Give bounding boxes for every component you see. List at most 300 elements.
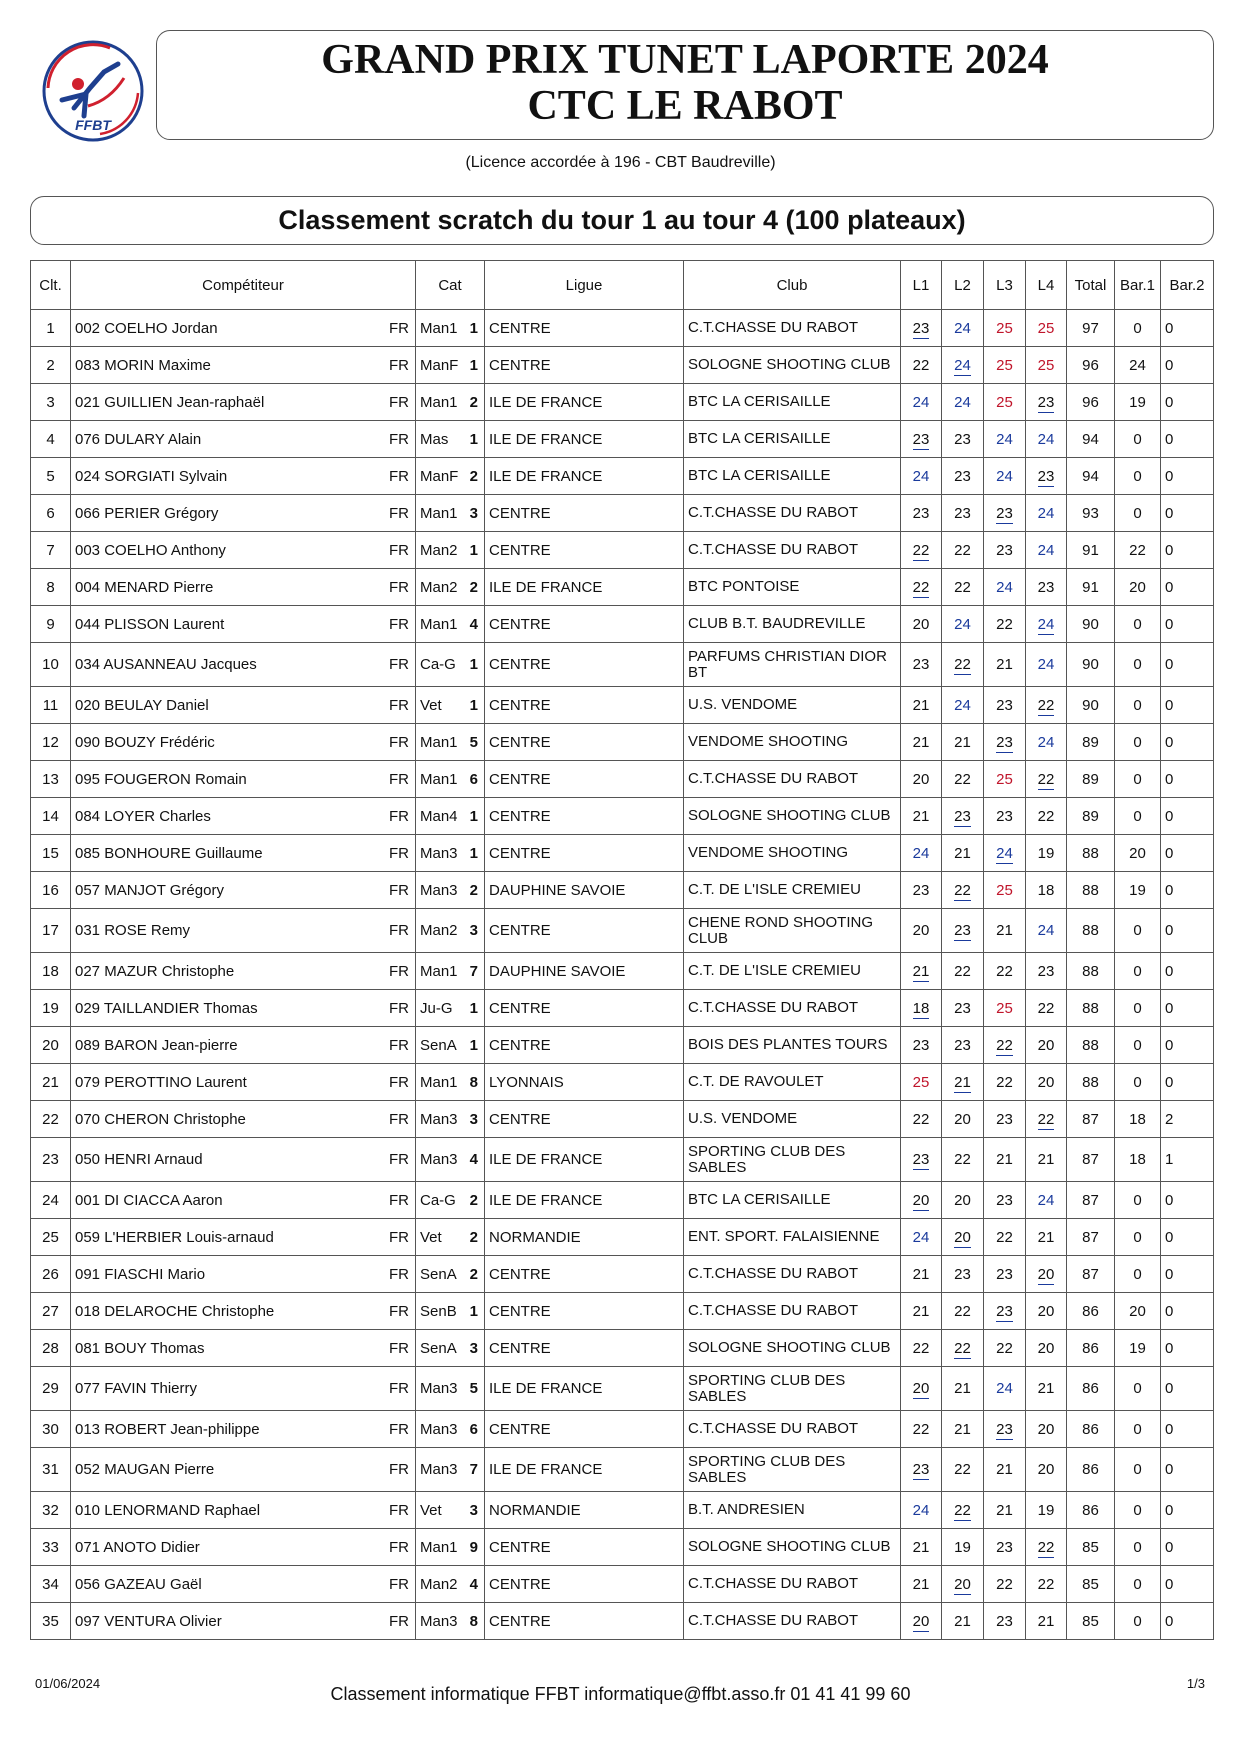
nationality: FR [389,393,409,411]
table-row [31,798,1214,835]
club-cell: ENT. SPORT. FALAISIENNE [684,1219,901,1256]
barrage2-cell: 0 [1161,909,1214,953]
competitor-cell [71,569,416,606]
barrage2-cell: 0 [1161,761,1214,798]
competitor-name: 003 COELHO Anthony [75,541,226,559]
ranking-subtitle: Classement scratch du tour 1 au tour 4 (100 plateaux) [30,196,1214,245]
category-cell [416,643,485,687]
score-value: 22 [1037,807,1055,825]
rank-cell: 14 [31,798,71,835]
club-cell: BTC LA CERISAILLE [684,1182,901,1219]
score-value: 21 [954,1420,971,1438]
competitor-name: 013 ROBERT Jean-philippe [75,1420,260,1438]
barrage2-cell: 2 [1161,1101,1214,1138]
category-cell [416,953,485,990]
competitor-name: 076 DULARY Alain [75,430,202,448]
score-value: 22 [996,1339,1013,1357]
league-cell: CENTRE [485,1566,684,1603]
club-cell: SPORTING CLUB DES SABLES [684,1138,901,1182]
nationality: FR [389,696,409,714]
score-value: 23 [1037,962,1055,980]
competitor-name: 052 MAUGAN Pierre [75,1461,215,1478]
nationality: FR [389,1501,409,1519]
category-cell [416,458,485,495]
table-row [31,1603,1214,1640]
category-name: Man2 [420,922,458,939]
score-value: 21 [912,807,930,825]
score-l3 [984,347,1026,384]
score-l3 [984,990,1026,1027]
score-l1 [901,724,942,761]
club-cell: C.T. DE RAVOULET [684,1064,901,1101]
league-cell: CENTRE [485,761,684,798]
rank-cell: 4 [31,421,71,458]
category-rank: 3 [469,1339,478,1357]
score-value: 21 [1037,1612,1055,1630]
score-value: 23 [996,1265,1013,1283]
rank-cell: 7 [31,532,71,569]
category-rank: 3 [469,504,478,522]
league-cell: CENTRE [485,1330,684,1367]
club-cell: C.T.CHASSE DU RABOT [684,1256,901,1293]
score-value: 22 [996,1036,1013,1054]
club-cell: SOLOGNE SHOOTING CLUB [684,798,901,835]
competitor-cell [71,495,416,532]
score-l3 [984,1027,1026,1064]
nationality: FR [389,1575,409,1593]
nationality: FR [389,615,409,633]
category-cell [416,1529,485,1566]
table-row [31,495,1214,532]
barrage1-cell: 0 [1115,1529,1161,1566]
table-row [31,1448,1214,1492]
nationality: FR [389,656,409,673]
category-cell [416,1411,485,1448]
barrage2-cell: 0 [1161,458,1214,495]
score-value: 20 [1037,1265,1055,1283]
total-cell: 87 [1067,1138,1115,1182]
score-l1 [901,1529,942,1566]
nationality: FR [389,1191,409,1209]
score-value: 23 [954,1036,971,1054]
barrage1-cell: 0 [1115,1566,1161,1603]
total-cell: 86 [1067,1448,1115,1492]
total-cell: 85 [1067,1529,1115,1566]
score-l3 [984,643,1026,687]
league-cell: CENTRE [485,532,684,569]
score-l1 [901,990,942,1027]
score-value: 21 [996,656,1013,673]
score-l2 [942,347,984,384]
competitor-name: 059 L'HERBIER Louis-arnaud [75,1228,274,1246]
competitor-cell [71,310,416,347]
total-cell: 87 [1067,1219,1115,1256]
league-cell: ILE DE FRANCE [485,1138,684,1182]
table-row [31,1293,1214,1330]
rank-cell: 23 [31,1138,71,1182]
table-row [31,1330,1214,1367]
score-l4 [1026,384,1067,421]
total-cell: 89 [1067,761,1115,798]
score-value: 23 [912,1461,930,1478]
category-name: Man3 [420,1461,458,1478]
club-cell: C.T. DE L'ISLE CREMIEU [684,872,901,909]
score-value: 21 [954,1380,971,1397]
score-l3 [984,872,1026,909]
table-row [31,347,1214,384]
barrage2-cell: 0 [1161,1293,1214,1330]
competitor-cell [71,835,416,872]
score-l4 [1026,1101,1067,1138]
rank-cell: 11 [31,687,71,724]
score-l3 [984,1101,1026,1138]
col-header-l1: L1 [901,261,942,310]
nationality: FR [389,1151,409,1168]
league-cell: CENTRE [485,798,684,835]
category-rank: 4 [469,1151,478,1168]
category-rank: 2 [469,578,478,596]
score-value: 24 [912,467,930,485]
rank-cell: 16 [31,872,71,909]
score-l3 [984,1219,1026,1256]
category-rank: 8 [469,1073,478,1091]
results-table [30,260,1214,1640]
club-cell: C.T.CHASSE DU RABOT [684,990,901,1027]
league-cell: CENTRE [485,990,684,1027]
score-l2 [942,953,984,990]
score-value: 21 [912,1575,930,1593]
score-value: 20 [912,1380,930,1397]
nationality: FR [389,881,409,899]
score-value: 22 [954,1151,971,1168]
score-l2 [942,1566,984,1603]
league-cell: DAUPHINE SAVOIE [485,953,684,990]
category-name: Man2 [420,578,458,596]
barrage1-cell: 0 [1115,724,1161,761]
score-value: 23 [996,1110,1013,1128]
category-rank: 2 [469,1191,478,1209]
nationality: FR [389,1302,409,1320]
page-number: 1/3 [1186,1676,1205,1691]
table-row [31,1182,1214,1219]
total-cell: 90 [1067,687,1115,724]
club-cell: U.S. VENDOME [684,1101,901,1138]
nationality: FR [389,1339,409,1357]
score-value: 23 [954,467,971,485]
score-l4 [1026,1492,1067,1529]
club-cell: U.S. VENDOME [684,687,901,724]
score-value: 24 [912,1228,930,1246]
total-cell: 88 [1067,1064,1115,1101]
score-value: 25 [996,770,1013,788]
nationality: FR [389,962,409,980]
competitor-name: 018 DELAROCHE Christophe [75,1302,275,1320]
score-l2 [942,909,984,953]
results-body [31,310,1214,1640]
score-l3 [984,384,1026,421]
score-value: 21 [912,1302,930,1320]
score-l4 [1026,835,1067,872]
score-value: 22 [954,1302,971,1320]
col-header-total: Total [1067,261,1115,310]
total-cell: 88 [1067,835,1115,872]
category-cell [416,1492,485,1529]
score-value: 23 [1037,393,1055,411]
score-l1 [901,569,942,606]
category-rank: 7 [469,1461,478,1478]
total-cell: 87 [1067,1256,1115,1293]
barrage1-cell: 20 [1115,835,1161,872]
score-l3 [984,761,1026,798]
table-row [31,1367,1214,1411]
category-name: Vet [420,1228,442,1246]
score-value: 24 [1037,430,1055,448]
score-l2 [942,724,984,761]
competitor-cell [71,1566,416,1603]
score-l1 [901,1448,942,1492]
nationality: FR [389,733,409,751]
category-rank: 2 [469,1228,478,1246]
category-rank: 5 [469,733,478,751]
barrage1-cell: 0 [1115,1367,1161,1411]
col-header-competitor: Compétiteur [71,261,416,310]
col-header-league: Ligue [485,261,684,310]
category-name: Man3 [420,1420,458,1438]
barrage2-cell: 0 [1161,532,1214,569]
score-value: 23 [996,1302,1013,1320]
league-cell: CENTRE [485,1027,684,1064]
barrage2-cell: 1 [1161,1138,1214,1182]
league-cell: ILE DE FRANCE [485,458,684,495]
league-cell: CENTRE [485,1256,684,1293]
score-value: 23 [912,504,930,522]
league-cell: CENTRE [485,495,684,532]
score-l2 [942,1411,984,1448]
category-cell [416,532,485,569]
category-rank: 2 [469,467,478,485]
nationality: FR [389,1228,409,1246]
competitor-cell [71,347,416,384]
score-value: 23 [912,1036,930,1054]
rank-cell: 3 [31,384,71,421]
total-cell: 88 [1067,872,1115,909]
competitor-cell [71,1492,416,1529]
nationality: FR [389,356,409,374]
score-value: 21 [954,733,971,751]
category-cell [416,495,485,532]
category-name: SenA [420,1339,457,1357]
league-cell: ILE DE FRANCE [485,1367,684,1411]
category-name: SenA [420,1265,457,1283]
competitor-name: 091 FIASCHI Mario [75,1265,206,1283]
nationality: FR [389,504,409,522]
category-rank: 3 [469,922,478,939]
league-cell: CENTRE [485,687,684,724]
barrage1-cell: 0 [1115,1448,1161,1492]
barrage1-cell: 0 [1115,1603,1161,1640]
score-l4 [1026,1529,1067,1566]
nationality: FR [389,1461,409,1478]
score-value: 22 [912,578,930,596]
nationality: FR [389,922,409,939]
score-value: 25 [996,999,1013,1017]
score-value: 24 [996,467,1013,485]
score-l2 [942,1492,984,1529]
competitor-cell [71,1256,416,1293]
score-value: 24 [954,319,971,337]
table-row [31,1027,1214,1064]
score-value: 21 [996,922,1013,939]
barrage2-cell: 0 [1161,421,1214,458]
competitor-name: 090 BOUZY Frédéric [75,733,215,751]
col-header-l3: L3 [984,261,1026,310]
score-l4 [1026,687,1067,724]
total-cell: 90 [1067,643,1115,687]
score-value: 20 [954,1575,971,1593]
barrage1-cell: 0 [1115,1182,1161,1219]
barrage1-cell: 20 [1115,1293,1161,1330]
competitor-cell [71,458,416,495]
score-l3 [984,310,1026,347]
competitor-cell [71,643,416,687]
total-cell: 91 [1067,532,1115,569]
category-rank: 5 [469,1380,478,1397]
score-value: 21 [954,844,971,862]
table-row [31,606,1214,643]
competitor-cell [71,1293,416,1330]
score-value: 23 [954,1265,971,1283]
col-header-rank: Clt. [31,261,71,310]
score-value: 19 [1037,1501,1055,1519]
table-row [31,1256,1214,1293]
league-cell: NORMANDIE [485,1492,684,1529]
score-l3 [984,724,1026,761]
category-cell [416,687,485,724]
table-row [31,1219,1214,1256]
league-cell: CENTRE [485,724,684,761]
category-rank: 9 [469,1538,478,1556]
barrage2-cell: 0 [1161,687,1214,724]
nationality: FR [389,319,409,337]
competitor-cell [71,1027,416,1064]
category-cell [416,1064,485,1101]
score-l4 [1026,724,1067,761]
score-l4 [1026,990,1067,1027]
category-rank: 3 [469,1501,478,1519]
barrage2-cell: 0 [1161,569,1214,606]
score-l1 [901,495,942,532]
score-value: 25 [996,319,1013,337]
league-cell: CENTRE [485,643,684,687]
score-l1 [901,953,942,990]
total-cell: 88 [1067,990,1115,1027]
score-value: 25 [996,356,1013,374]
barrage2-cell: 0 [1161,1566,1214,1603]
barrage1-cell: 0 [1115,421,1161,458]
score-value: 24 [1037,656,1055,673]
total-cell: 94 [1067,421,1115,458]
score-l1 [901,835,942,872]
table-row [31,990,1214,1027]
category-rank: 1 [469,1302,478,1320]
score-l4 [1026,798,1067,835]
score-l1 [901,384,942,421]
score-l3 [984,495,1026,532]
barrage2-cell: 0 [1161,1064,1214,1101]
score-value: 24 [1037,733,1055,751]
nationality: FR [389,430,409,448]
score-value: 25 [996,393,1013,411]
barrage1-cell: 0 [1115,458,1161,495]
barrage2-cell: 0 [1161,1219,1214,1256]
category-cell [416,1566,485,1603]
nationality: FR [389,1036,409,1054]
competitor-cell [71,1064,416,1101]
score-value: 22 [1037,1538,1055,1556]
score-l4 [1026,421,1067,458]
category-rank: 1 [469,696,478,714]
nationality: FR [389,999,409,1017]
score-l2 [942,1138,984,1182]
barrage1-cell: 20 [1115,569,1161,606]
score-value: 21 [1037,1380,1055,1397]
nationality: FR [389,1073,409,1091]
score-value: 24 [996,844,1013,862]
score-l4 [1026,606,1067,643]
competitor-cell [71,1182,416,1219]
league-cell: NORMANDIE [485,1219,684,1256]
score-l4 [1026,1566,1067,1603]
competitor-cell [71,798,416,835]
score-l2 [942,1182,984,1219]
score-l1 [901,458,942,495]
score-l1 [901,761,942,798]
score-value: 20 [954,1110,971,1128]
score-value: 21 [912,733,930,751]
score-value: 23 [1037,578,1055,596]
barrage2-cell: 0 [1161,1027,1214,1064]
table-row [31,1411,1214,1448]
competitor-name: 077 FAVIN Thierry [75,1380,197,1397]
competitor-name: 004 MENARD Pierre [75,578,214,596]
category-name: Man3 [420,1110,458,1128]
ffbt-logo [40,38,146,144]
total-cell: 94 [1067,458,1115,495]
category-rank: 1 [469,319,478,337]
score-l3 [984,1256,1026,1293]
category-name: Mas [420,430,449,448]
competitor-name: 089 BARON Jean-pierre [75,1036,238,1054]
score-value: 20 [1037,1420,1055,1438]
score-value: 24 [912,1501,930,1519]
score-value: 19 [1037,844,1055,862]
competitor-cell [71,761,416,798]
score-value: 22 [912,541,930,559]
score-value: 23 [996,1191,1013,1209]
score-value: 24 [912,844,930,862]
category-rank: 2 [469,1265,478,1283]
score-value: 22 [996,1575,1013,1593]
competitor-name: 057 MANJOT Grégory [75,881,224,899]
barrage1-cell: 22 [1115,532,1161,569]
category-cell [416,1219,485,1256]
barrage1-cell: 0 [1115,495,1161,532]
category-rank: 4 [469,1575,478,1593]
score-value: 21 [912,696,930,714]
score-value: 25 [996,881,1013,899]
league-cell: CENTRE [485,835,684,872]
club-cell: C.T.CHASSE DU RABOT [684,310,901,347]
